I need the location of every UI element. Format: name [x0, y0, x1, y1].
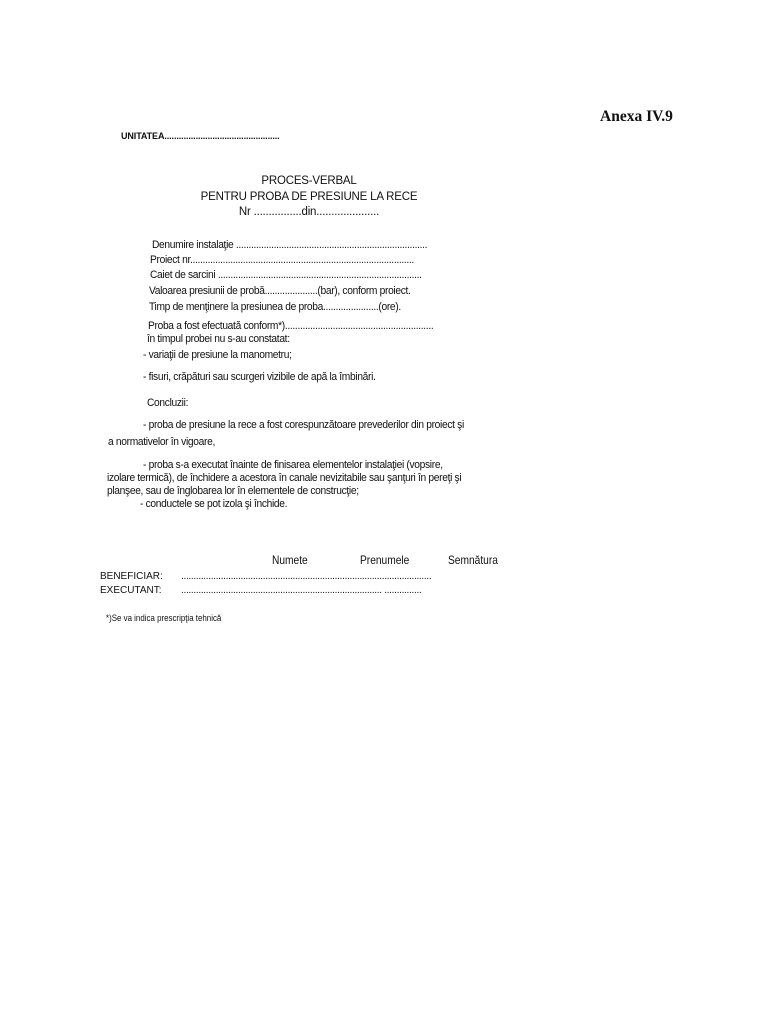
conclusion-2-line-2: izolare termică), de închidere a acestora în canale nevizitabile sau şanţuri în pereţi şi	[107, 472, 462, 484]
field-installation-name: Denumire instalaţie ............................................................................	[152, 239, 428, 251]
footnote: *)Se va indica prescripţia tehnică	[106, 613, 222, 623]
document-title: PROCES-VERBAL	[261, 175, 357, 187]
beneficiary-signature-line: .....................................................................................................	[181, 571, 432, 582]
observation-pressure-variation: - variaţii de presiune la manometru;	[143, 349, 292, 361]
signature-col-firstname: Prenumele	[360, 553, 410, 567]
conclusion-2-line-1: - proba s-a executat înainte de finisarea elementelor instalaţiei (vopsire,	[143, 459, 443, 471]
signature-col-signature: Semnătura	[448, 553, 498, 567]
executant-signature-line: ................................................................................. ...............	[181, 585, 422, 596]
signature-col-name: Numete	[272, 553, 308, 567]
conclusions-heading: Concluzii:	[147, 397, 189, 409]
conclusion-1-line-1: - proba de presiune la rece a fost corespunzătoare prevederilor din proiect şi	[143, 419, 464, 431]
conclusion-2-line-3: planşee, sau de înglobarea lor în elementele de construcţie;	[107, 485, 359, 497]
document-subtitle: PENTRU PROBA DE PRESIUNE LA RECE	[200, 191, 418, 203]
field-specifications: Caiet de sarcini .................................................................................	[150, 269, 422, 281]
observation-leaks: - fisuri, crăpături sau scurgeri vizibile de apă la îmbinări.	[143, 371, 376, 383]
field-test-pressure: Valoarea presiunii de probă.....................(bar), conform proiect.	[149, 285, 411, 297]
field-project-number: Proiect nr.........................................................................................	[150, 254, 414, 266]
conclusion-1-line-2: a normativelor în vigoare,	[108, 436, 215, 448]
field-findings-intro: în timpul probei nu s-au constatat:	[147, 333, 290, 345]
field-hold-time: Timp de menţinere la presiunea de proba......................(ore).	[149, 301, 401, 313]
executant-label: EXECUTANT:	[100, 585, 162, 596]
conclusion-3: - conductele se pot izola şi închide.	[140, 498, 288, 510]
unit-field: UNITATEA................................................	[121, 131, 280, 141]
field-performed-according: Proba a fost efectuată conform*)...........................................................	[148, 320, 434, 332]
beneficiary-label: BENEFICIAR:	[100, 571, 163, 582]
document-number-date: Nr ................din.....................	[238, 206, 380, 218]
annex-label: Anexa IV.9	[600, 108, 673, 125]
